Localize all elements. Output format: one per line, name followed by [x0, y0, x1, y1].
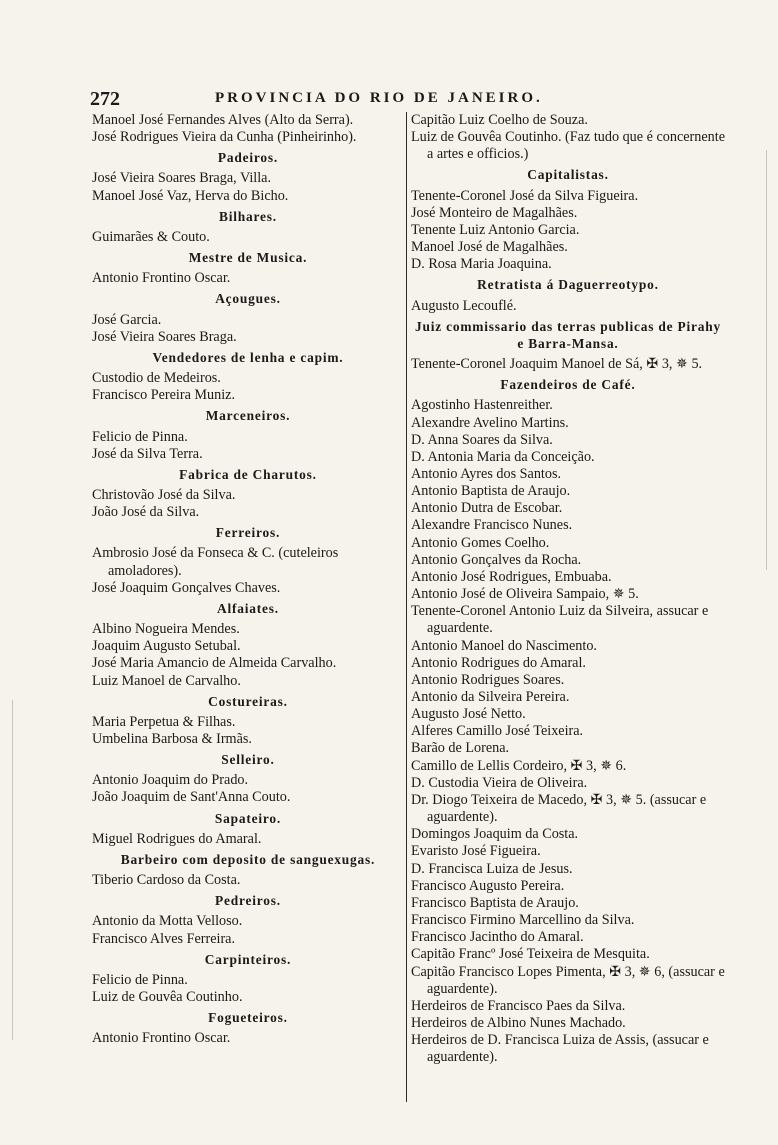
entry: Antonio Frontino Oscar.	[92, 270, 231, 287]
entry: Antonio Ayres dos Santos.	[411, 465, 562, 482]
section	[92, 407, 404, 462]
section	[92, 290, 404, 345]
section-heading: Mestre de Musica.	[188, 250, 308, 266]
entry: Herdeiros de Francisco Paes da Silva.	[411, 997, 626, 1014]
entry: Domingos Joaquim da Costa.	[411, 826, 579, 843]
entry: Antonio Rodrigues do Amaral.	[411, 654, 586, 671]
entry: Agostinho Hastenreither.	[411, 397, 553, 414]
entry: José Vieira Soares Braga, Villa.	[92, 170, 272, 187]
section-heading: Juiz commissario das terras publicas de Pirahy e Barra-Mansa.	[414, 318, 722, 351]
entry: Augusto Lecouflé.	[411, 297, 517, 314]
entry: Antonio Gomes Coelho.	[411, 534, 550, 551]
entry: Luiz de Gouvêa Coutinho.	[92, 989, 243, 1006]
section-heading: Alfaiates.	[217, 600, 279, 616]
entry: José Joaquim Gonçalves Chaves.	[92, 579, 281, 596]
entry: Felicio de Pinna.	[92, 971, 188, 988]
entry: Tenente-Coronel Antonio Luiz da Silveira, assucar e aguardente.	[411, 603, 709, 637]
section-heading: Vendedores de lenha e capim.	[152, 349, 344, 365]
entry: Capitão Francº José Teixeira de Mesquita.	[411, 946, 650, 963]
section	[411, 376, 725, 1066]
entry: Capitão Francisco Lopes Pimenta, ✠ 3, ✵ 6, (assucar e aguardente).	[411, 963, 725, 997]
entry: Evaristo José Figueira.	[411, 843, 541, 860]
section-heading: Selleiro.	[221, 752, 275, 768]
entry: Ambrosio José da Fonseca & C. (cuteleiros amoladores).	[92, 545, 339, 579]
entry: João José da Silva.	[92, 504, 200, 521]
entry: D. Custodia Vieira de Oliveira.	[411, 774, 588, 791]
column-rule	[406, 112, 407, 1102]
entry: José Rodrigues Vieira da Cunha (Pinheirinho).	[92, 129, 357, 146]
entry: D. Francisca Luiza de Jesus.	[411, 860, 573, 877]
entry: Umbelina Barbosa & Irmãs.	[92, 731, 252, 747]
entry: Dr. Diogo Teixeira de Macedo, ✠ 3, ✵ 5. (assucar e aguardente).	[411, 791, 707, 826]
page-edge-mark	[766, 150, 767, 570]
section	[92, 600, 404, 690]
entry: Antonio da Motta Velloso.	[92, 913, 243, 930]
entry: Luiz Manoel de Carvalho.	[92, 672, 241, 689]
section	[411, 318, 725, 373]
section	[92, 892, 404, 947]
section	[92, 751, 404, 806]
entry: Antonio José de Oliveira Sampaio, ✵ 5.	[411, 586, 639, 603]
entry: Francisco Jacintho do Amaral.	[411, 929, 584, 946]
entry: Antonio Baptista de Araujo.	[411, 483, 571, 500]
entry: Antonio Joaquim do Prado.	[92, 772, 249, 789]
entry: Maria Perpetua & Filhas.	[92, 713, 236, 730]
entry: D. Anna Soares da Silva.	[411, 431, 553, 448]
section-heading: Ferreiros.	[215, 525, 281, 541]
section-heading: Fabrica de Charutos.	[179, 466, 317, 482]
section-heading: Pedreiros.	[215, 893, 281, 909]
entry: Antonio Gonçalves da Rocha.	[411, 551, 582, 568]
entry: D. Antonia Maria da Conceição.	[411, 448, 595, 465]
running-head: PROVINCIA DO RIO DE JANEIRO.	[215, 90, 543, 106]
entry: Tenente Luiz Antonio Garcia.	[411, 221, 580, 238]
section	[92, 349, 404, 404]
section-heading: Carpinteiros.	[204, 951, 292, 967]
entry: Augusto José Netto.	[411, 706, 526, 723]
entry: Manoel José de Magalhães.	[411, 239, 568, 256]
right-column	[411, 112, 725, 1066]
entry: Luiz de Gouvêa Coutinho. (Faz tudo que é concernente a artes e officios.)	[411, 129, 725, 163]
entry: Manoel José Fernandes Alves (Alto da Serra).	[92, 112, 354, 128]
section	[411, 166, 725, 273]
entry: Guimarães & Couto.	[92, 228, 210, 245]
entry: Miguel Rodrigues do Amaral.	[92, 830, 262, 847]
entry: Francisco Firmino Marcellino da Silva.	[411, 912, 635, 929]
section	[92, 851, 404, 889]
entry: Tenente-Coronel José da Silva Figueira.	[411, 187, 639, 204]
section	[92, 951, 404, 1006]
entry: Francisco Baptista de Araujo.	[411, 894, 579, 911]
section-heading: Padeiros.	[217, 150, 279, 166]
page-number: 272	[90, 88, 120, 110]
section-heading: Açougues.	[215, 291, 281, 307]
entry: Antonio Rodrigues Soares.	[411, 671, 565, 688]
section	[92, 249, 404, 287]
entry: Francisco Alves Ferreira.	[92, 930, 236, 947]
section-heading: Barbeiro com deposito de sanguexugas.	[120, 851, 376, 867]
section	[411, 276, 725, 314]
entry: Antonio Dutra de Escobar.	[411, 500, 563, 517]
section	[92, 208, 404, 246]
section	[92, 466, 404, 521]
entry: José Vieira Soares Braga.	[92, 328, 237, 345]
entry: Joaquim Augusto Setubal.	[92, 638, 241, 655]
entry: Francisco Pereira Muniz.	[92, 387, 236, 404]
entry: Tiberio Cardoso da Costa.	[92, 872, 241, 889]
entry: Custodio de Medeiros.	[92, 370, 221, 387]
entry: José Garcia.	[92, 311, 162, 328]
entry: Christovão José da Silva.	[92, 486, 236, 503]
section-heading: Marceneiros.	[205, 408, 291, 424]
entry: José Monteiro de Magalhães.	[411, 204, 578, 221]
entry: Herdeiros de Albino Nunes Machado.	[411, 1014, 626, 1031]
section-heading: Bilhares.	[219, 208, 277, 224]
section	[92, 524, 404, 597]
entry: Alexandre Francisco Nunes.	[411, 517, 573, 534]
section-heading: Fogueteiros.	[208, 1010, 288, 1026]
entry: Capitão Luiz Coelho de Souza.	[411, 112, 588, 128]
section	[92, 693, 404, 748]
section	[92, 1009, 404, 1047]
entry: Antonio Frontino Oscar.	[92, 1030, 231, 1047]
section	[92, 810, 404, 848]
entry: Alferes Camillo José Teixeira.	[411, 723, 584, 740]
entry: Barão de Lorena.	[411, 740, 510, 757]
entry: Manoel José Vaz, Herva do Bicho.	[92, 187, 289, 204]
entry: Felicio de Pinna.	[92, 428, 188, 445]
entry: João Joaquim de Sant'Anna Couto.	[92, 789, 291, 806]
entry: José Maria Amancio de Almeida Carvalho.	[92, 655, 337, 672]
entry: José da Silva Terra.	[92, 445, 203, 462]
page-edge-mark	[12, 700, 13, 1040]
section-heading: Fazendeiros de Café.	[500, 377, 636, 393]
section	[92, 149, 404, 204]
entry: Herdeiros de D. Francisca Luiza de Assis, (assucar e aguardente).	[411, 1032, 709, 1066]
entry: Antonio José Rodrigues, Embuaba.	[411, 568, 612, 585]
entry: Francisco Augusto Pereira.	[411, 877, 565, 894]
section-heading: Sapateiro.	[214, 810, 282, 826]
entry: Camillo de Lellis Cordeiro, ✠ 3, ✵ 6.	[411, 757, 627, 774]
section-heading: Retratista á Daguerreotypo.	[477, 277, 659, 293]
entry: Albino Nogueira Mendes.	[92, 621, 240, 638]
left-column	[92, 112, 404, 1048]
entry: Tenente-Coronel Joaquim Manoel de Sá, ✠ 3, ✵ 5.	[411, 356, 703, 373]
entry: Antonio da Silveira Pereira.	[411, 689, 570, 705]
section-heading: Costureiras.	[208, 693, 288, 709]
entry: Antonio Manoel do Nascimento.	[411, 637, 597, 654]
entry: Alexandre Avelino Martins.	[411, 414, 569, 431]
entry: D. Rosa Maria Joaquina.	[411, 256, 552, 273]
section-heading: Capitalistas.	[527, 167, 609, 183]
